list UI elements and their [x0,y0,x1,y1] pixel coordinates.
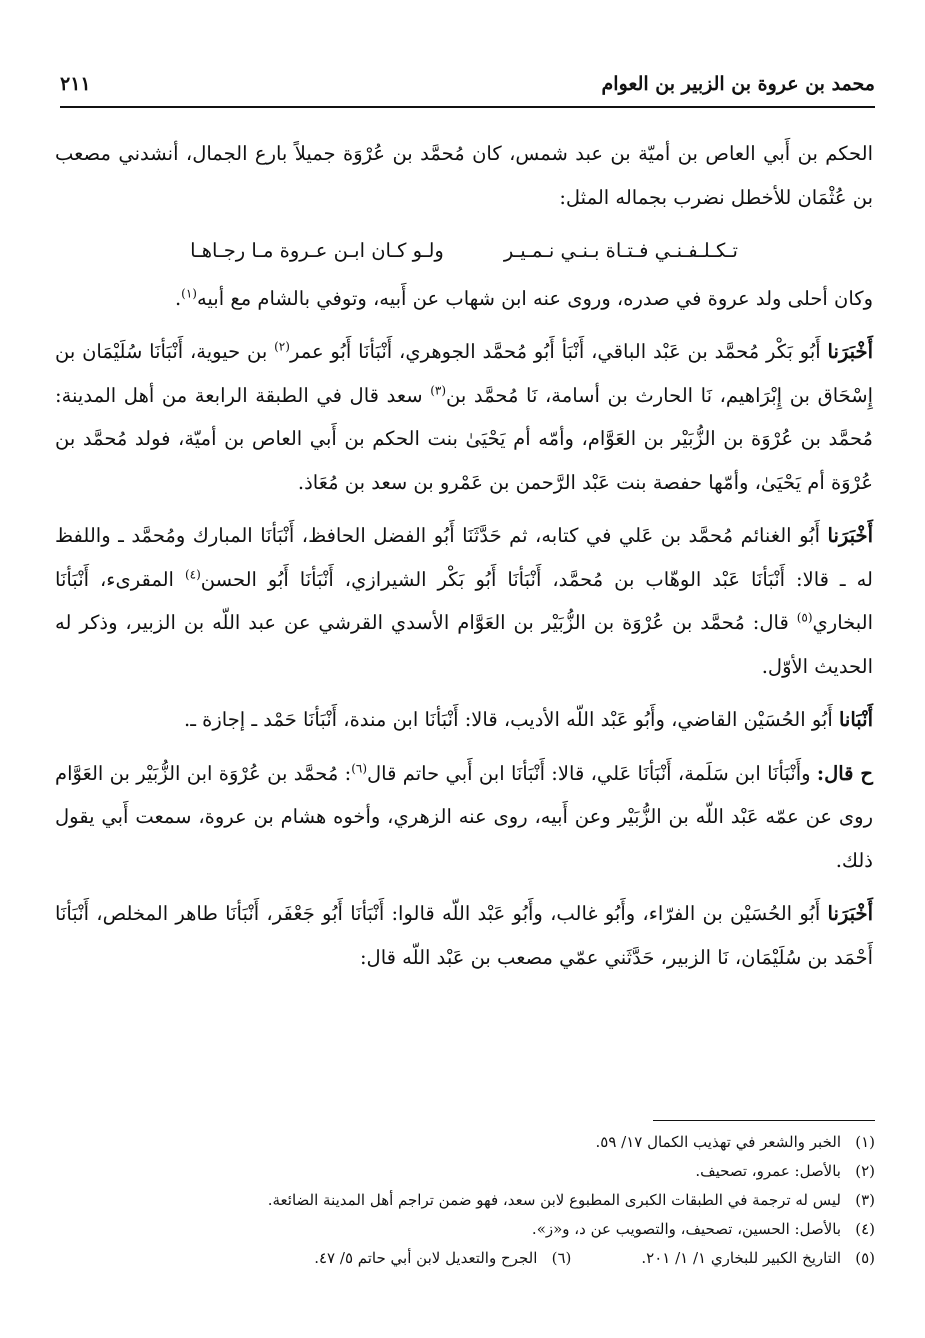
footnote-ref-6[interactable]: (٦) [351,761,368,775]
paragraph-4-text-b: المقرىء، أَنْبَأنَا البخاري [55,567,873,634]
footnote-text: بالأصل: عمرو، تصحيف. [695,1162,841,1180]
footnote-text: التاريخ الكبير للبخاري ١/ ١/ ٢٠١. [641,1249,841,1267]
footnote-ref-2[interactable]: (٢) [274,339,290,354]
footnote-number: (١) [855,1133,875,1151]
footnote-ref-3[interactable]: (٣) [430,383,447,397]
running-title: محمد بن عروة بن الزبير بن العوام [601,73,875,95]
isnad-lead: أَخْبَرَنا [827,340,873,363]
poem-verse [55,229,873,273]
paragraph-3 [55,330,873,504]
isnad-lead: أَخْبَرَنا [827,902,873,925]
paragraph-2-end: . [174,286,182,310]
isnad-lead: أَنْبَانا [838,708,873,731]
footnote-text: بالأصل: الحسين، تصحيف، والتصويب عن د، و«ز». [531,1220,841,1238]
paragraph-5 [55,698,873,742]
footnote-number: (٥) [855,1249,875,1267]
paragraph-7 [55,892,873,979]
footnote-text: ليس له ترجمة في الطبقات الكبرى المطبوع لابن سعد، فهو ضمن تراجم أهل المدينة الضائعة. [267,1191,841,1209]
page-number: ٢١١ [60,73,91,95]
footnote-ref-4[interactable]: (٤) [184,567,201,581]
footnote-text: الجرح والتعديل لابن أبي حاتم ٥/ ٤٧. [314,1249,538,1267]
footnote-text: الخبر والشعر في تهذيب الكمال ١٧/ ٥٩. [595,1133,841,1151]
footnote [55,1186,875,1215]
paragraph-6 [55,752,873,883]
footnote [55,1215,875,1244]
isnad-lead: أَخْبَرَنا [827,524,873,547]
footnote [641,1244,875,1273]
paragraph-6-text-a: وأَنْبَأنَا ابن سَلَمة، أَنْبَأنَا عَلي، قالا: أَنْبَأنَا ابن أَبي حاتم قال [367,761,817,785]
verse-second-hemistich: ولـو كـان ابـن عـروة مـا رجـاهـا [190,239,444,262]
paragraph-6-text-b: : مُحمَّد بن عُرْوَة ابن الزُّبَيْر بن العَوَّام روى عن عمّه عَبْد اللّه بن الزُّبَيْر وعن أَبيه، روى عنه الزهري، وأخوه هشام بن عروة، سمعت أَبي يقول ذلك. [55,761,873,872]
footnote [55,1128,875,1157]
verse-first-hemistich: تـكـلـفـنـي فـتـاة بـنـي نـمـيـر [503,239,738,262]
footnote-divider [653,1120,875,1121]
paragraph-3-text-a: أَبُو بَكْر مُحمَّد بن عَبْد الباقي، أَنْبَأ أَبُو مُحمَّد الجوهري، أَنْبَأنَا أَبُو عمر [289,340,828,363]
paragraph-1 [55,132,873,219]
paragraph-2 [55,277,873,321]
paragraph-1-text: الحكم بن أَبي العاص بن أميّة بن عبد شمس، كان مُحمَّد بن عُرْوَة جميلاً بارع الجمال، أنشدني مصعب بن عُثْمَان للأخطل نضرب بجماله المثل: [55,142,873,209]
paragraph-5-text: أَبُو الحُسَيْن القاضي، وأَبُو عَبْد اللّه الأديب، قالا: أَنْبَأنَا ابن مندة، أَنْبَأنَا حَمْد ـ إجازة ـ. [184,708,839,731]
main-text [55,132,873,989]
footnote [314,1244,571,1273]
footnote-ref-5[interactable]: (٥) [796,610,813,625]
paragraph-4 [55,514,873,688]
footnote-number: (٤) [855,1220,875,1238]
footnote [55,1157,875,1186]
page-header [60,62,875,108]
paragraph-3-text-c: سعد قال في الطبقة الرابعة من أهل المدينة: مُحمَّد بن عُرْوَة بن الزُّبَيْر بن العَوَّام، وأمّه أم يَحْيَىٰ بنت الحكم بن أَبي العاص بن أميّة، فولد مُحمَّد بن عُرْوَة أم يَحْيَىٰ، وأمّها حفصة بنت عَبْد الرَّحمن بن عَمْرو بن سعد بن مُعَاذ. [55,383,873,494]
footnote-row [55,1244,875,1273]
isnad-lead: ح قال: [816,761,874,785]
paragraph-4-text-c: قال: مُحمَّد بن عُرْوَة بن الزُّبَيْر بن العَوَّام الأسدي القرشي عن عبد اللّه بن الزبير، وذكر له الحديث الأوّل. [55,611,873,678]
paragraph-3-text-b: بن حيوية، أَنْبَأنَا سُلَيْمَان بن إِسْحَاق بن إِبْرَاهيم، نَا الحارث بن أسامة، نَا مُحمَّد بن [55,340,873,407]
footnote-number: (٦) [551,1249,572,1267]
footnote-ref-1[interactable]: (١) [181,286,197,300]
paragraph-7-text: أَبُو الحُسَيْن بن الفرّاء، وأَبُو غالب، وأَبُو عَبْد اللّه قالوا: أَنْبَأنَا أَبُو جَعْفَر، أَنْبَأنَا طاهر المخلص، أَنْبَأنَا أَحْمَد بن سُلَيْمَان، نَا الزبير، حَدَّثَني عمّي مصعب بن عَبْد اللّه قال: [55,902,873,969]
footnote-number: (٢) [855,1162,875,1180]
paragraph-4-text-a: أَبُو الغنائم مُحمَّد بن عَلي في كتابه، ثم حَدَّثَنَا أَبُو الفضل الحافظ، أَنْبَأنَا المبارك ومُحمَّد ـ واللفظ له ـ قالا: أَنْبَأنَا عَبْد الوهّاب بن مُحمَّد، أَنْبَأنَا أَبُو بَكْر الشيرازي، أَنْبَأنَا أَبُو الحسن [55,524,873,591]
footnote-number: (٣) [855,1191,875,1209]
paragraph-2-text: وكان أحلى ولد عروة في صدره، وروى عنه ابن شهاب عن أَبيه، وتوفي بالشام مع أبيه [196,286,873,310]
footnotes [55,1128,875,1273]
